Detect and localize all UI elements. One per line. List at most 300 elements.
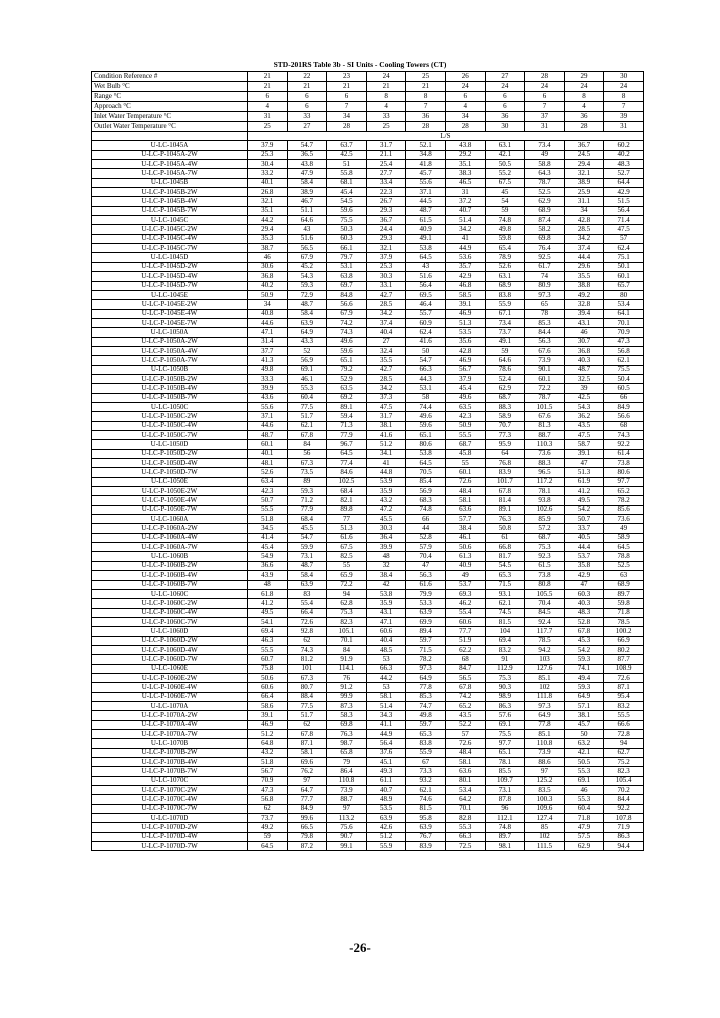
flow-value-cell: 84.7 (445, 664, 485, 673)
header-row (92, 92, 644, 102)
header-row (92, 82, 644, 92)
flow-value-cell: 37.7 (248, 346, 288, 355)
flow-value-cell: 34.1 (366, 449, 406, 458)
table-row (92, 206, 644, 215)
flow-value-cell: 69.3 (445, 589, 485, 598)
flow-value-cell: 48 (366, 552, 406, 561)
flow-value-cell: 73.6 (525, 449, 565, 458)
flow-value-cell: 57.2 (525, 524, 565, 533)
header-value: 21 (248, 82, 288, 92)
flow-value-cell: 53.1 (327, 262, 367, 271)
model-name-cell: U-LC-1060A (92, 515, 248, 524)
flow-value-cell: 78.2 (406, 655, 446, 664)
flow-value-cell: 52.8 (406, 533, 446, 542)
flow-value-cell: 80.1 (445, 776, 485, 785)
flow-value-cell: 46 (564, 328, 604, 337)
flow-value-cell: 59.4 (327, 412, 367, 421)
flow-value-cell: 117.2 (525, 477, 565, 486)
flow-value-cell: 45.5 (287, 524, 327, 533)
flow-value-cell: 31 (445, 188, 485, 197)
flow-value-cell: 53.7 (445, 580, 485, 589)
flow-value-cell: 69.4 (248, 627, 288, 636)
flow-value-cell: 35.5 (366, 356, 406, 365)
flow-value-cell: 46.5 (445, 178, 485, 187)
header-value: 7 (406, 102, 446, 112)
flow-value-cell: 38.4 (445, 524, 485, 533)
table-row (92, 533, 644, 542)
flow-value-cell: 42.3 (248, 487, 288, 496)
model-name-cell: U-LC-P-1060E-2W (92, 673, 248, 682)
flow-value-cell: 43.1 (564, 318, 604, 327)
flow-value-cell: 89.8 (327, 505, 367, 514)
header-label: Wet Bulb °C (92, 82, 248, 92)
flow-value-cell: 80.7 (287, 683, 327, 692)
model-name-cell: U-LC-P-1060A-4W (92, 533, 248, 542)
model-name-cell: U-LC-P-1070D-7W (92, 842, 248, 851)
flow-value-cell: 64.2 (445, 795, 485, 804)
flow-value-cell: 58.7 (564, 440, 604, 449)
flow-value-cell: 110.8 (327, 776, 367, 785)
flow-value-cell: 52.2 (445, 720, 485, 729)
flow-value-cell: 37.4 (366, 318, 406, 327)
flow-value-cell: 53.5 (445, 328, 485, 337)
flow-value-cell: 46 (564, 786, 604, 795)
flow-value-cell: 88.3 (485, 402, 525, 411)
flow-value-cell: 55.6 (248, 402, 288, 411)
flow-value-cell: 92.4 (525, 617, 565, 626)
flow-value-cell: 83.8 (485, 290, 525, 299)
flow-value-cell: 24.4 (366, 225, 406, 234)
flow-value-cell: 70.2 (604, 786, 644, 795)
flow-value-cell: 83.9 (485, 468, 525, 477)
flow-value-cell: 50.7 (248, 496, 288, 505)
flow-value-cell: 48.3 (564, 608, 604, 617)
table-row (92, 309, 644, 318)
flow-value-cell: 49.3 (366, 767, 406, 776)
flow-value-cell: 47.3 (604, 337, 644, 346)
model-name-cell: U-LC-P-1050A-2W (92, 337, 248, 346)
flow-value-cell: 34.2 (366, 309, 406, 318)
flow-value-cell: 35.7 (445, 262, 485, 271)
flow-value-cell: 74.5 (485, 608, 525, 617)
flow-value-cell: 42.7 (366, 365, 406, 374)
table-row (92, 776, 644, 785)
flow-value-cell: 50.4 (604, 374, 644, 383)
flow-value-cell: 42.8 (564, 216, 604, 225)
flow-value-cell: 66.4 (287, 608, 327, 617)
table-row (92, 225, 644, 234)
flow-value-cell: 87.8 (485, 795, 525, 804)
flow-value-cell: 53.3 (406, 599, 446, 608)
flow-value-cell: 71.8 (604, 608, 644, 617)
flow-value-cell: 58.4 (287, 309, 327, 318)
flow-value-cell: 33.7 (564, 524, 604, 533)
header-value: 39 (604, 112, 644, 122)
flow-value-cell: 49.6 (445, 393, 485, 402)
flow-value-cell: 44.4 (564, 253, 604, 262)
flow-value-cell: 62.9 (485, 384, 525, 393)
flow-value-cell: 49 (445, 571, 485, 580)
flow-value-cell: 87.1 (604, 683, 644, 692)
model-name-cell: U-LC-P-1060C-2W (92, 599, 248, 608)
flow-value-cell: 49.1 (406, 234, 446, 243)
flow-value-cell: 54.5 (327, 197, 367, 206)
model-name-cell: U-LC-1060B (92, 552, 248, 561)
flow-value-cell: 62 (287, 720, 327, 729)
flow-value-cell: 62.1 (287, 421, 327, 430)
flow-value-cell: 92.2 (604, 440, 644, 449)
flow-value-cell: 59.8 (604, 599, 644, 608)
flow-value-cell: 42.7 (366, 290, 406, 299)
flow-value-cell: 105.4 (604, 776, 644, 785)
flow-value-cell: 40.5 (564, 533, 604, 542)
flow-value-cell: 45.2 (287, 262, 327, 271)
flow-value-cell: 42.9 (445, 272, 485, 281)
model-name-cell: U-LC-1045B (92, 178, 248, 187)
flow-value-cell: 79 (327, 758, 367, 767)
flow-value-cell: 45.4 (445, 384, 485, 393)
table-row (92, 505, 644, 514)
flow-value-cell: 89.1 (485, 505, 525, 514)
flow-value-cell: 49 (525, 150, 565, 159)
header-value: 6 (485, 92, 525, 102)
flow-value-cell: 52.4 (485, 374, 525, 383)
flow-value-cell: 77.9 (287, 505, 327, 514)
flow-value-cell: 67.5 (327, 543, 367, 552)
flow-value-cell: 43 (406, 262, 446, 271)
flow-value-cell: 50.6 (248, 673, 288, 682)
flow-value-cell: 38.3 (445, 169, 485, 178)
flow-value-cell: 28.5 (366, 374, 406, 383)
flow-value-cell: 47.9 (564, 823, 604, 832)
flow-value-cell: 74.3 (287, 645, 327, 654)
flow-value-cell: 62.9 (564, 842, 604, 851)
flow-value-cell: 54.7 (287, 533, 327, 542)
flow-value-cell: 56.6 (327, 300, 367, 309)
flow-value-cell: 56.5 (445, 673, 485, 682)
flow-value-cell: 92.8 (287, 627, 327, 636)
flow-value-cell: 99.1 (327, 842, 367, 851)
header-value: 28 (327, 122, 367, 132)
flow-value-cell: 72.6 (445, 477, 485, 486)
header-value: 24 (604, 82, 644, 92)
flow-value-cell: 102 (525, 832, 565, 841)
flow-value-cell: 65 (525, 300, 565, 309)
flow-value-cell: 34 (248, 300, 288, 309)
header-value: 6 (287, 92, 327, 102)
flow-value-cell: 55.9 (485, 300, 525, 309)
flow-value-cell: 55.4 (287, 599, 327, 608)
flow-value-cell: 53.4 (445, 786, 485, 795)
flow-value-cell: 60.2 (604, 141, 644, 150)
flow-value-cell: 41.2 (564, 487, 604, 496)
flow-value-cell: 60.5 (604, 384, 644, 393)
header-value: 6 (248, 92, 288, 102)
flow-value-cell: 90.1 (525, 365, 565, 374)
flow-value-cell: 127.4 (525, 814, 565, 823)
flow-value-cell: 57.5 (564, 832, 604, 841)
flow-value-cell: 53.6 (445, 253, 485, 262)
table-row (92, 608, 644, 617)
flow-value-cell: 66.5 (287, 823, 327, 832)
flow-value-cell: 61.6 (327, 533, 367, 542)
flow-value-cell: 40.8 (248, 309, 288, 318)
flow-value-cell: 74.2 (327, 318, 367, 327)
table-row (92, 561, 644, 570)
model-name-cell: U-LC-P-1070A-7W (92, 730, 248, 739)
flow-value-cell: 64.5 (327, 449, 367, 458)
table-row (92, 402, 644, 411)
flow-value-cell: 51.2 (366, 440, 406, 449)
flow-value-cell: 22.3 (366, 188, 406, 197)
flow-value-cell: 41.2 (248, 599, 288, 608)
flow-value-cell: 51.6 (406, 272, 446, 281)
flow-value-cell: 83.9 (406, 842, 446, 851)
flow-value-cell: 33.1 (366, 281, 406, 290)
flow-value-cell: 47.3 (248, 786, 288, 795)
flow-value-cell: 45 (485, 188, 525, 197)
flow-value-cell: 51.2 (248, 730, 288, 739)
flow-value-cell: 34.2 (445, 225, 485, 234)
flow-value-cell: 83.5 (525, 786, 565, 795)
table-row (92, 459, 644, 468)
flow-value-cell: 78.6 (485, 365, 525, 374)
model-name-cell: U-LC-P-1050C-2W (92, 412, 248, 421)
flow-value-cell: 47.9 (287, 169, 327, 178)
flow-value-cell: 45.7 (406, 169, 446, 178)
flow-value-cell: 52.9 (327, 374, 367, 383)
flow-value-cell: 40.3 (564, 599, 604, 608)
flow-value-cell: 27.7 (366, 169, 406, 178)
flow-value-cell: 82.3 (604, 767, 644, 776)
header-value: 21 (406, 82, 446, 92)
flow-value-cell: 69.6 (287, 758, 327, 767)
flow-value-cell: 51.8 (248, 758, 288, 767)
model-name-cell: U-LC-P-1045E-2W (92, 300, 248, 309)
flow-value-cell: 38.9 (564, 178, 604, 187)
table-row (92, 692, 644, 701)
flow-value-cell: 40.7 (445, 206, 485, 215)
model-name-cell: U-LC-P-1050A-7W (92, 356, 248, 365)
flow-value-cell: 56.4 (366, 739, 406, 748)
model-name-cell: U-LC-1050B (92, 365, 248, 374)
header-value: 7 (604, 102, 644, 112)
flow-value-cell: 38.7 (248, 244, 288, 253)
table-row (92, 730, 644, 739)
flow-value-cell: 24.5 (564, 150, 604, 159)
flow-value-cell: 84.4 (525, 328, 565, 337)
flow-value-cell: 66 (406, 515, 446, 524)
model-name-cell: U-LC-P-1045C-4W (92, 234, 248, 243)
flow-value-cell: 35.5 (564, 272, 604, 281)
flow-value-cell: 31.7 (366, 141, 406, 150)
flow-value-cell: 77.7 (287, 795, 327, 804)
table-row (92, 421, 644, 430)
flow-value-cell: 42.6 (366, 823, 406, 832)
flow-value-cell: 58.5 (445, 290, 485, 299)
flow-value-cell: 50.1 (604, 262, 644, 271)
flow-value-cell: 43.8 (287, 160, 327, 169)
flow-value-cell: 45.8 (445, 449, 485, 458)
flow-value-cell: 44.5 (406, 197, 446, 206)
flow-value-cell: 71.4 (604, 216, 644, 225)
table-row (92, 290, 644, 299)
flow-value-cell: 46.2 (445, 599, 485, 608)
flow-value-cell: 86.3 (485, 701, 525, 710)
flow-value-cell: 46.4 (406, 300, 446, 309)
flow-value-cell: 85.4 (406, 477, 446, 486)
table-row (92, 664, 644, 673)
flow-value-cell: 108.9 (604, 664, 644, 673)
flow-value-cell: 97.3 (406, 664, 446, 673)
flow-value-cell: 102 (525, 683, 565, 692)
flow-value-cell: 58.4 (287, 178, 327, 187)
flow-value-cell: 60.6 (445, 617, 485, 626)
flow-value-cell: 57.1 (564, 701, 604, 710)
flow-value-cell: 102.5 (327, 477, 367, 486)
flow-value-cell: 54.5 (485, 561, 525, 570)
flow-value-cell: 114.1 (327, 664, 367, 673)
flow-value-cell: 46.3 (248, 636, 288, 645)
header-value: 6 (485, 102, 525, 112)
flow-value-cell: 72.2 (525, 384, 565, 393)
flow-value-cell: 67.1 (485, 309, 525, 318)
header-value: 24 (525, 82, 565, 92)
header-value: 36 (485, 112, 525, 122)
flow-value-cell: 56.5 (287, 244, 327, 253)
flow-value-cell: 60.1 (604, 272, 644, 281)
flow-value-cell: 87.4 (525, 216, 565, 225)
header-value: 8 (604, 92, 644, 102)
flow-value-cell: 72.6 (445, 739, 485, 748)
flow-value-cell: 74.8 (485, 823, 525, 832)
flow-value-cell: 40.1 (248, 449, 288, 458)
flow-value-cell: 67 (406, 758, 446, 767)
flow-value-cell: 34.8 (406, 150, 446, 159)
flow-value-cell: 64.9 (564, 692, 604, 701)
model-name-cell: U-LC-P-1070C-7W (92, 804, 248, 813)
flow-value-cell: 42.3 (445, 412, 485, 421)
flow-value-cell: 52 (287, 346, 327, 355)
flow-value-cell: 43.2 (248, 748, 288, 757)
flow-value-cell: 85 (525, 823, 565, 832)
flow-value-cell: 64 (485, 449, 525, 458)
flow-value-cell: 105.5 (525, 589, 565, 598)
flow-value-cell: 88.4 (287, 692, 327, 701)
flow-value-cell: 71.9 (604, 823, 644, 832)
header-value: 8 (406, 92, 446, 102)
flow-value-cell: 112.1 (485, 814, 525, 823)
flow-value-cell: 67.8 (445, 683, 485, 692)
flow-value-cell: 57.7 (445, 515, 485, 524)
table-row (92, 328, 644, 337)
flow-value-cell: 64.5 (406, 459, 446, 468)
flow-value-cell: 84.9 (287, 804, 327, 813)
flow-value-cell: 61.7 (525, 262, 565, 271)
flow-value-cell: 73.6 (604, 515, 644, 524)
model-name-cell: U-LC-P-1045D-4W (92, 272, 248, 281)
flow-value-cell: 104 (485, 627, 525, 636)
table-row (92, 253, 644, 262)
flow-value-cell: 62.8 (327, 599, 367, 608)
flow-value-cell: 73.4 (485, 318, 525, 327)
header-value: 21 (287, 82, 327, 92)
flow-value-cell: 51.7 (287, 711, 327, 720)
flow-value-cell: 51.3 (445, 318, 485, 327)
table-row (92, 804, 644, 813)
header-value: 6 (327, 92, 367, 102)
model-name-cell: U-LC-1070D (92, 814, 248, 823)
flow-value-cell: 72.9 (287, 290, 327, 299)
flow-value-cell: 46.8 (445, 281, 485, 290)
flow-value-cell: 63.6 (445, 505, 485, 514)
model-name-cell: U-LC-P-1050D-2W (92, 449, 248, 458)
flow-value-cell: 60.6 (366, 627, 406, 636)
flow-value-cell: 66.8 (485, 543, 525, 552)
flow-value-cell: 64.6 (485, 356, 525, 365)
flow-value-cell: 101.7 (485, 477, 525, 486)
flow-value-cell: 44.2 (366, 673, 406, 682)
model-name-cell: U-LC-1050A (92, 328, 248, 337)
header-label: Approach °C (92, 102, 248, 112)
flow-value-cell: 34.2 (366, 384, 406, 393)
flow-value-cell: 62.1 (485, 599, 525, 608)
flow-value-cell: 54.1 (248, 617, 288, 626)
flow-value-cell: 49.8 (406, 711, 446, 720)
flow-value-cell: 53.8 (366, 589, 406, 598)
table-row (92, 412, 644, 421)
flow-value-cell: 84.9 (604, 402, 644, 411)
flow-value-cell: 56.9 (406, 487, 446, 496)
flow-value-cell: 77 (327, 515, 367, 524)
flow-value-cell: 45.5 (366, 515, 406, 524)
flow-value-cell: 48.7 (287, 561, 327, 570)
flow-value-cell: 85.9 (525, 515, 565, 524)
flow-value-cell: 61 (485, 533, 525, 542)
flow-value-cell: 34.3 (366, 711, 406, 720)
flow-value-cell: 78.5 (525, 636, 565, 645)
flow-value-cell: 51 (327, 160, 367, 169)
flow-value-cell: 94.4 (604, 842, 644, 851)
flow-value-cell: 96.7 (327, 440, 367, 449)
flow-value-cell: 74.3 (327, 328, 367, 337)
flow-value-cell: 30.3 (366, 272, 406, 281)
flow-value-cell: 29.4 (248, 225, 288, 234)
flow-value-cell: 69.1 (564, 776, 604, 785)
table-row (92, 300, 644, 309)
flow-value-cell: 42.9 (564, 571, 604, 580)
flow-value-cell: 42 (366, 580, 406, 589)
flow-value-cell: 73.7 (485, 328, 525, 337)
table-row (92, 589, 644, 598)
flow-value-cell: 64.7 (287, 786, 327, 795)
flow-value-cell: 51.3 (564, 468, 604, 477)
flow-value-cell: 63.9 (287, 580, 327, 589)
flow-value-cell: 41 (366, 459, 406, 468)
flow-value-cell: 109.7 (485, 776, 525, 785)
model-name-cell: U-LC-P-1070B-7W (92, 767, 248, 776)
flow-value-cell: 63.1 (485, 272, 525, 281)
table-row (92, 487, 644, 496)
flow-value-cell: 63.2 (564, 739, 604, 748)
header-row (92, 72, 644, 82)
flow-value-cell: 82.8 (445, 814, 485, 823)
flow-value-cell: 76.3 (327, 730, 367, 739)
flow-value-cell: 39 (564, 384, 604, 393)
flow-value-cell: 31.4 (248, 337, 288, 346)
flow-value-cell: 100.2 (604, 627, 644, 636)
flow-value-cell: 111.5 (525, 842, 565, 851)
